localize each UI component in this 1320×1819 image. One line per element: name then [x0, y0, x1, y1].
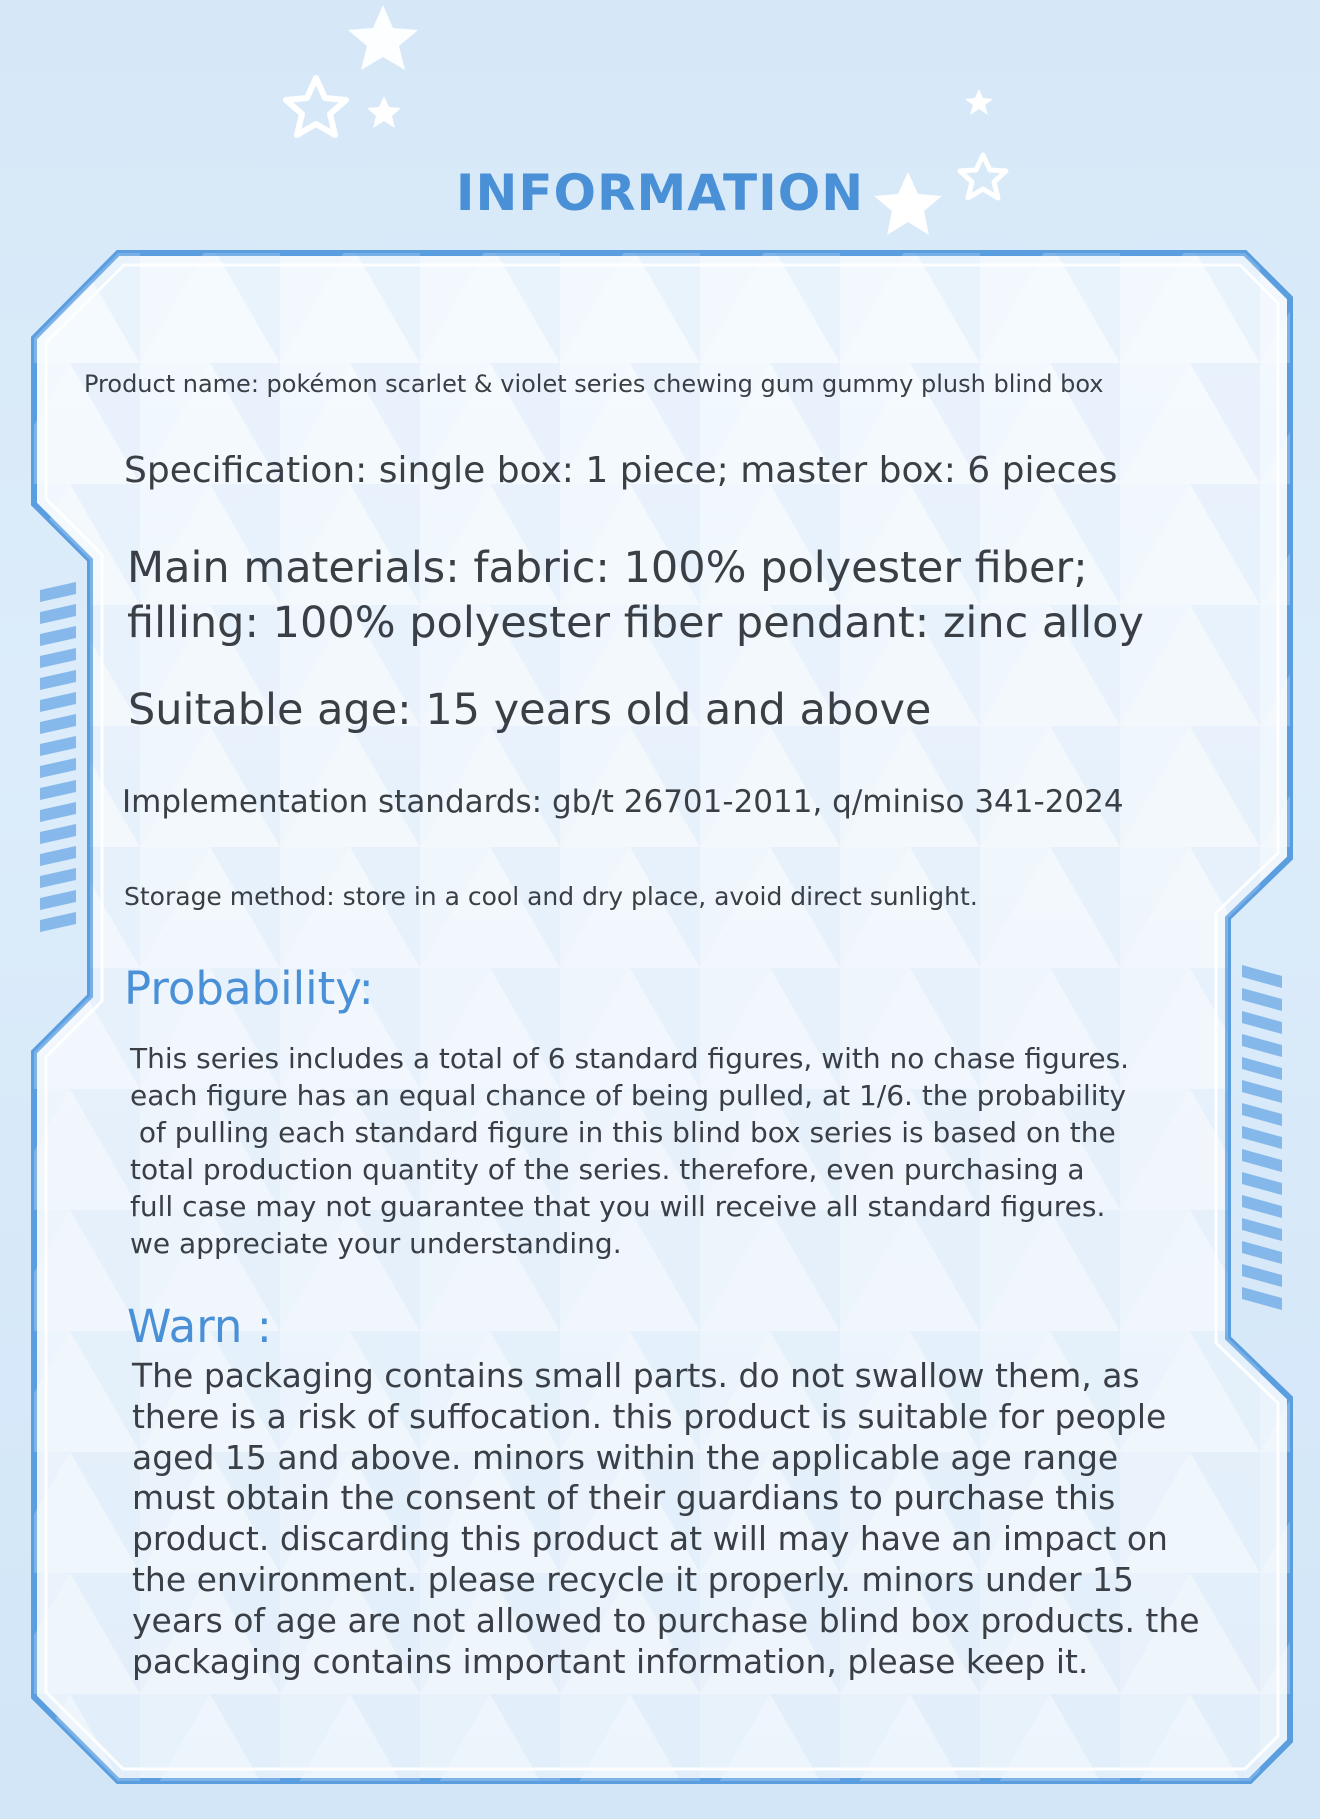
warn-line: packaging contains important information, please keep it. — [132, 1641, 1089, 1681]
materials-text — [127, 541, 1144, 651]
warn-line: must obtain the consent of their guardians to purchase this — [132, 1478, 1116, 1518]
probability-line: we appreciate your understanding. — [130, 1227, 622, 1260]
product-name-text: Product name: pokémon scarlet & violet series chewing gum gummy plush blind box — [84, 370, 1104, 398]
star-icon — [367, 96, 401, 128]
probability-line: each figure has an equal chance of being pulled, at 1/6. the probability — [130, 1079, 1127, 1112]
probability-heading: Probability: — [124, 962, 374, 1015]
star-icon — [348, 5, 418, 70]
warn-line: aged 15 and above. minors within the applicable age range — [132, 1437, 1119, 1477]
warn-body — [132, 1356, 1200, 1682]
storage-text: Storage method: store in a cool and dry place, avoid direct sunlight. — [124, 882, 978, 911]
star-icon — [965, 89, 993, 115]
materials-line: Main materials: fabric: 100% polyester fiber; — [127, 543, 1088, 593]
warn-line: the environment. please recycle it properly. minors under 15 — [132, 1559, 1135, 1599]
right-stripe-decoration — [1242, 965, 1282, 1310]
standards-text: Implementation standards: gb/t 26701-2011, q/miniso 341-2024 — [122, 784, 1124, 820]
warn-line: there is a risk of suffocation. this product is suitable for people — [132, 1396, 1167, 1436]
probability-line: full case may not guarantee that you will receive all standard figures. — [130, 1190, 1106, 1223]
warn-line: product. discarding this product at will may have an impact on — [132, 1519, 1168, 1559]
probability-line: total production quantity of the series. therefore, even purchasing a — [130, 1153, 1085, 1186]
star-outline-icon — [286, 78, 346, 135]
probability-line: This series includes a total of 6 standard figures, with no chase figures. — [130, 1042, 1130, 1075]
probability-line: of pulling each standard figure in this blind box series is based on the — [130, 1116, 1116, 1149]
probability-body — [130, 1040, 1129, 1262]
materials-line: filling: 100% polyester fiber pendant: zinc alloy — [127, 598, 1144, 648]
warn-line: years of age are not allowed to purchase blind box products. the — [132, 1600, 1200, 1640]
page-title: INFORMATION — [455, 164, 865, 222]
warn-heading: Warn : — [127, 1300, 272, 1353]
suitable-age-text: Suitable age: 15 years old and above — [128, 685, 932, 735]
left-stripe-decoration — [40, 582, 76, 932]
warn-line: The packaging contains small parts. do not swallow them, as — [132, 1356, 1140, 1395]
specification-text: Specification: single box: 1 piece; master box: 6 pieces — [124, 450, 1118, 491]
